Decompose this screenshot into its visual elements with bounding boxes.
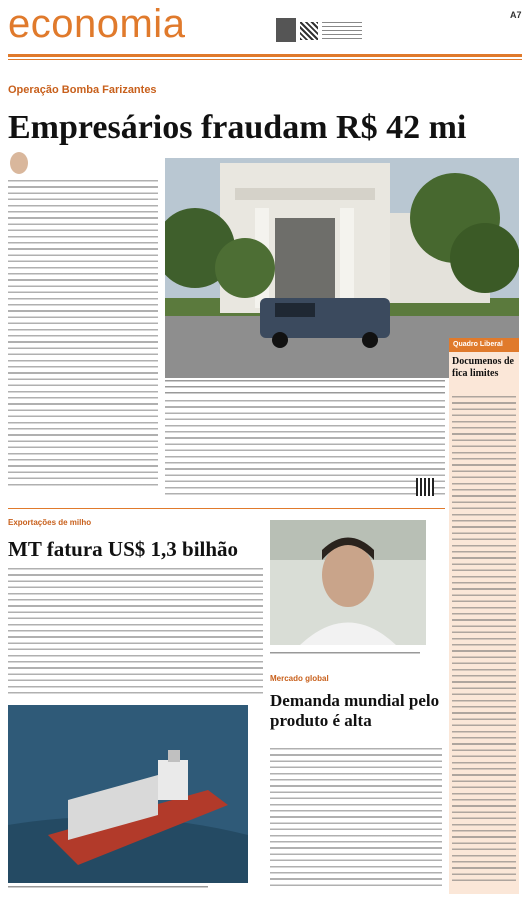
- sidebar-body: [452, 396, 516, 886]
- second-article-body: [8, 568, 263, 696]
- header-promo: [322, 22, 362, 40]
- lead-article-continued: [165, 400, 445, 498]
- third-kicker: Mercado global: [270, 674, 329, 683]
- author-avatar: [10, 152, 28, 174]
- lead-article-body: [8, 180, 158, 490]
- second-headline: MT fatura US$ 1,3 bilhão: [8, 537, 239, 561]
- third-article-body: [270, 748, 442, 888]
- page-number: A7: [510, 10, 522, 20]
- ship-caption: [8, 886, 208, 892]
- section-divider: [8, 508, 445, 509]
- ship-photo: [8, 705, 248, 883]
- masthead-icon: [276, 18, 296, 42]
- qr-code-icon: [416, 478, 434, 496]
- interviewee-caption: [270, 652, 420, 658]
- third-headline: Demanda mundial pelo produto é alta: [270, 691, 440, 730]
- header-rule: [8, 54, 522, 57]
- lead-headline: Empresários fraudam R$ 42 mi: [8, 109, 467, 146]
- sidebar-title: Documenos de fica limites: [452, 356, 514, 379]
- second-kicker: Exportações de milho: [8, 518, 92, 527]
- header-rule-thin: [8, 59, 522, 60]
- qr-code-icon: [300, 22, 318, 40]
- lead-photo-caption: [165, 380, 445, 394]
- sidebar-label: Quadro Liberal: [449, 338, 519, 352]
- lead-kicker: Operação Bomba Farizantes: [8, 84, 157, 96]
- interviewee-photo: [270, 520, 426, 645]
- section-title: economia: [8, 2, 186, 46]
